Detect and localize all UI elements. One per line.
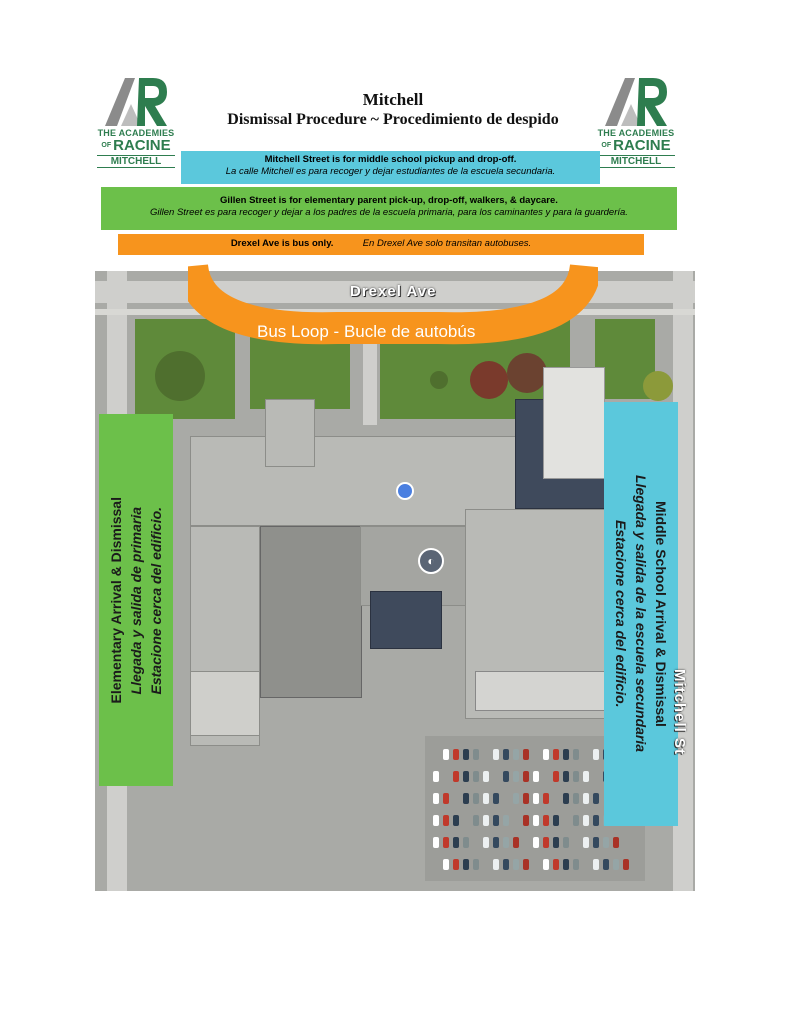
logo-line2: OF RACINE <box>601 137 671 154</box>
parked-car <box>553 771 559 782</box>
parked-car <box>593 749 599 760</box>
parked-car <box>523 771 529 782</box>
middle-line2: Llegada y salida de la escuela secundaria <box>633 475 649 753</box>
parked-car <box>523 815 529 826</box>
parked-car <box>533 837 539 848</box>
parked-car <box>513 859 519 870</box>
parked-car <box>463 771 469 782</box>
parked-car <box>583 793 589 804</box>
parked-car <box>553 859 559 870</box>
gillen-notice-es: Gillen Street es para recoger y dejar a los padres de la escuela primaria, para los caminantes y para la guardería. <box>150 207 628 218</box>
parked-car <box>503 859 509 870</box>
parked-car <box>553 815 559 826</box>
parked-car <box>563 837 569 848</box>
parked-car <box>543 859 549 870</box>
mitchell-notice-es: La calle Mitchell es para recoger y dejar estudiantes de la escuela secundaria. <box>225 166 556 177</box>
parked-car <box>443 837 449 848</box>
parked-car <box>543 749 549 760</box>
elementary-line1: Elementary Arrival & Dismissal <box>108 496 124 704</box>
parked-car <box>553 749 559 760</box>
middle-school-arrival-panel <box>604 402 678 826</box>
parked-car <box>523 793 529 804</box>
parked-car <box>573 749 579 760</box>
parked-car <box>493 749 499 760</box>
parked-car <box>473 771 479 782</box>
mitchell-street-notice <box>181 151 600 184</box>
parked-car <box>523 859 529 870</box>
parked-car <box>583 771 589 782</box>
parked-car <box>543 815 549 826</box>
parked-car <box>513 749 519 760</box>
logo-line3: MITCHELL <box>97 155 175 168</box>
parked-car <box>593 815 599 826</box>
parked-car <box>623 859 629 870</box>
location-dot-marker <box>396 482 414 500</box>
logo-line3: MITCHELL <box>597 155 675 168</box>
parked-car <box>443 859 449 870</box>
bus-loop-arc <box>188 262 598 362</box>
parked-car <box>503 837 509 848</box>
middle-line3: Estacione cerca del edificio. <box>613 520 629 708</box>
parked-car <box>593 837 599 848</box>
parked-car <box>443 749 449 760</box>
parked-car <box>583 815 589 826</box>
elementary-arrival-panel <box>99 414 173 786</box>
drexel-notice-en: Drexel Ave is bus only. <box>230 238 334 249</box>
parked-car <box>603 859 609 870</box>
parked-car <box>573 793 579 804</box>
parked-car <box>563 749 569 760</box>
drexel-ave-label: Drexel Ave <box>350 283 437 300</box>
parked-car <box>493 837 499 848</box>
logo-line1: THE ACADEMIES <box>97 128 175 138</box>
parked-car <box>463 859 469 870</box>
parked-car <box>433 837 439 848</box>
parked-car <box>533 771 539 782</box>
parked-car <box>483 771 489 782</box>
parked-car <box>513 837 519 848</box>
parked-car <box>433 771 439 782</box>
parked-car <box>563 771 569 782</box>
parked-car <box>463 793 469 804</box>
elementary-line3: Estacione cerca del edificio. <box>148 506 164 694</box>
parked-car <box>573 771 579 782</box>
gillen-notice-en: Gillen Street is for elementary parent pick-up, drop-off, walkers, & daycare. <box>220 195 558 206</box>
mitchell-notice-en: Mitchell Street is for middle school pickup and drop-off. <box>264 154 517 165</box>
parked-car <box>473 815 479 826</box>
mitchell-st-label: Mitchell St <box>671 669 688 756</box>
parked-car <box>613 859 619 870</box>
parked-car <box>493 793 499 804</box>
page-title: Mitchell <box>362 90 424 109</box>
parked-car <box>533 815 539 826</box>
parked-car <box>443 793 449 804</box>
parked-car <box>553 837 559 848</box>
parked-car <box>543 793 549 804</box>
parked-car <box>443 815 449 826</box>
parked-car <box>483 793 489 804</box>
parked-car <box>433 793 439 804</box>
parked-car <box>463 837 469 848</box>
parked-car <box>563 793 569 804</box>
parked-car <box>593 859 599 870</box>
logo-line1: THE ACADEMIES <box>597 128 675 138</box>
gillen-street-notice <box>101 187 677 230</box>
parked-car <box>503 749 509 760</box>
drexel-notice-es: En Drexel Ave solo transitan autobuses. <box>362 238 532 249</box>
parked-car <box>543 837 549 848</box>
parked-car <box>473 793 479 804</box>
parked-car <box>463 749 469 760</box>
parked-car <box>473 749 479 760</box>
bus-loop-label: Bus Loop - Bucle de autobús <box>257 322 476 341</box>
parked-car <box>453 837 459 848</box>
parked-car <box>453 815 459 826</box>
parked-car <box>513 771 519 782</box>
parked-car <box>503 815 509 826</box>
parked-car <box>493 859 499 870</box>
drexel-ave-notice <box>118 234 644 255</box>
parked-car <box>483 837 489 848</box>
parked-car <box>453 749 459 760</box>
parked-car <box>503 771 509 782</box>
parked-car <box>473 859 479 870</box>
parked-car <box>453 771 459 782</box>
parked-car <box>433 815 439 826</box>
middle-panel-text <box>611 475 671 752</box>
parked-car <box>563 859 569 870</box>
parked-car <box>573 815 579 826</box>
elementary-panel-text <box>106 497 166 703</box>
elementary-line2: Llegada y salida de primaria <box>128 506 144 694</box>
logo-line2: OF RACINE <box>101 137 171 154</box>
parked-car <box>513 793 519 804</box>
parked-car <box>533 793 539 804</box>
parked-car <box>583 837 589 848</box>
parked-car <box>603 837 609 848</box>
parked-car <box>483 815 489 826</box>
parked-car <box>453 859 459 870</box>
page-subtitle: Dismissal Procedure ~ Procedimiento de despido <box>227 111 559 128</box>
parked-car <box>573 859 579 870</box>
middle-line1: Middle School Arrival & Dismissal <box>653 501 669 727</box>
parked-car <box>523 749 529 760</box>
parked-car <box>493 815 499 826</box>
parked-car <box>593 793 599 804</box>
parked-car <box>613 837 619 848</box>
place-pin-icon: ◐ <box>418 548 444 574</box>
